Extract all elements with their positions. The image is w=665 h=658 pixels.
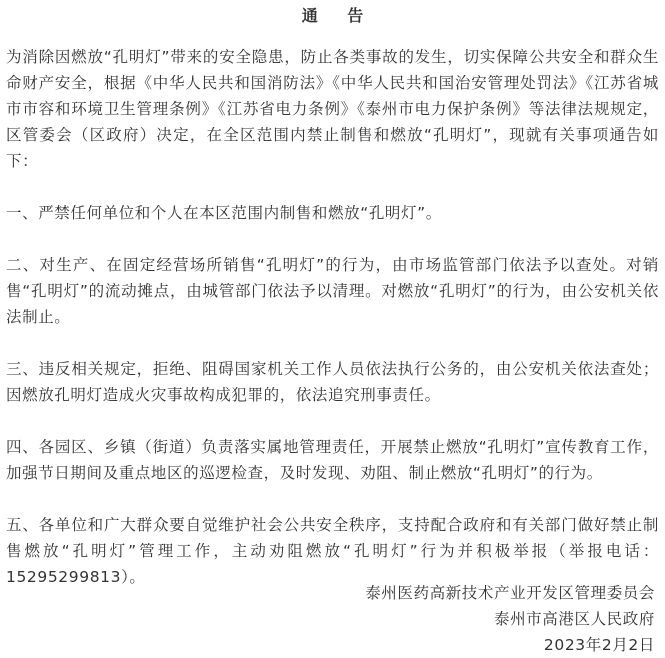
notice-item-4: 四、各园区、乡镇（街道）负责落实属地管理责任，开展禁止燃放“孔明灯”宣传教育工作，加强节日期间及重点地区的巡逻检查，及时发现、劝阻、制止燃放“孔明灯”的行为。 [6, 438, 659, 482]
notice-item-5: 五、各单位和广大群众要自觉维护社会公共安全秩序，支持配合政府和有关部门做好禁止制售燃放“孔明灯”管理工作，主动劝阻燃放“孔明灯”行为并积极举报（举报电话：15295299813）。 [6, 516, 659, 586]
signature-date: 2023年2月2日 [543, 636, 655, 654]
notice-item-3: 三、违反相关规定，拒绝、阻碍国家机关工作人员依法执行公务的，由公安机关依法查处；因燃放孔明灯造成火灾事故构成犯罪的，依法追究刑事责任。 [6, 360, 659, 404]
signature-org-1: 泰州医药高新技术产业开发区管理委员会 [365, 584, 655, 602]
notice-item-1: 一、严禁任何单位和个人在本区范围内制售和燃放“孔明灯”。 [6, 204, 442, 222]
signature-block [365, 580, 655, 658]
notice-item-2: 二、对生产、在固定经营场所销售“孔明灯”的行为，由市场监管部门依法予以查处。对销售“孔明灯”的流动摊点，由城管部门依法予以清理。对燃放“孔明灯”的行为，由公安机关依法制止。 [6, 256, 659, 326]
notice-intro: 为消除因燃放“孔明灯”带来的安全隐患，防止各类事故的发生，切实保障公共安全和群众生命财产安全，根据《中华人民共和国消防法》《中华人民共和国治安管理处罚法》《江苏省城市市容和环境卫生管理条例》《江苏省电力条例》《泰州市电力保护条例》等法律法规规定，区管委会（区政府）决定，在全区范围内禁止制售和燃放“孔明灯”，现就有关事项通告如下： [6, 48, 659, 170]
notice-title: 通 告 [301, 6, 376, 25]
signature-org-2: 泰州市高港区人民政府 [493, 610, 655, 628]
